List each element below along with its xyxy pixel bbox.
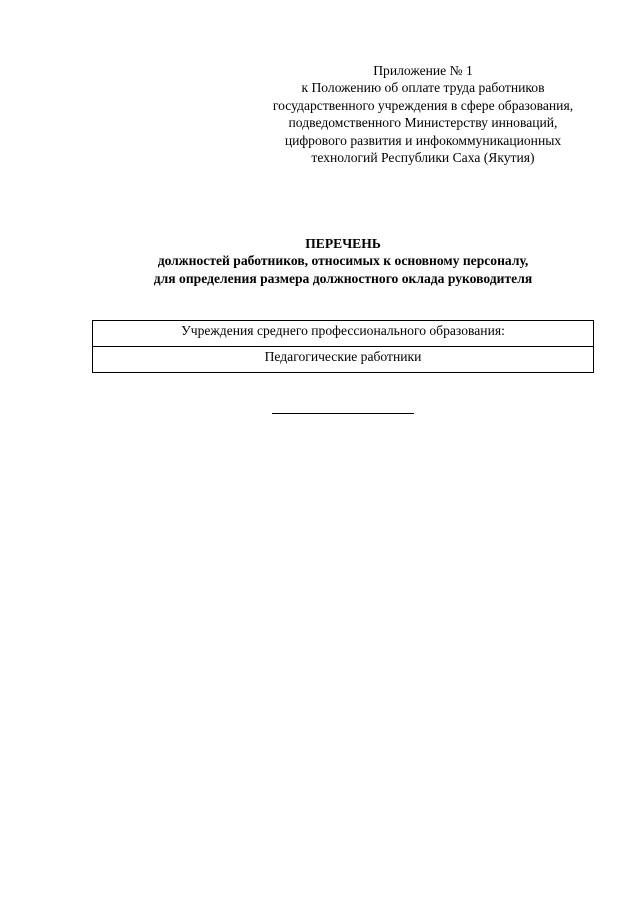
table-row xyxy=(93,321,594,347)
table-row xyxy=(93,347,594,373)
document-title xyxy=(92,235,594,287)
title-subline: для определения размера должностного оклада руководителя xyxy=(153,270,533,286)
table-cell-institution-type: Учреждения среднего профессионального образования: xyxy=(93,321,594,347)
appendix-line: технологий Республики Саха (Якутия) xyxy=(311,150,535,166)
table-cell-staff-category: Педагогические работники xyxy=(93,347,594,373)
appendix-line: государственного учреждения в сфере образования, xyxy=(272,97,574,113)
title-subline: должностей работников, относимых к основному персоналу, xyxy=(157,253,529,269)
end-divider-line xyxy=(272,413,414,414)
appendix-line: к Положению об оплате труда работников xyxy=(301,80,545,96)
title-heading: ПЕРЕЧЕНЬ xyxy=(305,236,381,251)
appendix-line: цифрового развития и инфокоммуникационных xyxy=(284,132,562,148)
positions-table xyxy=(92,320,594,373)
appendix-number: Приложение № 1 xyxy=(373,63,473,78)
appendix-line: подведомственного Министерству инноваций, xyxy=(288,115,558,131)
appendix-header xyxy=(230,62,616,166)
